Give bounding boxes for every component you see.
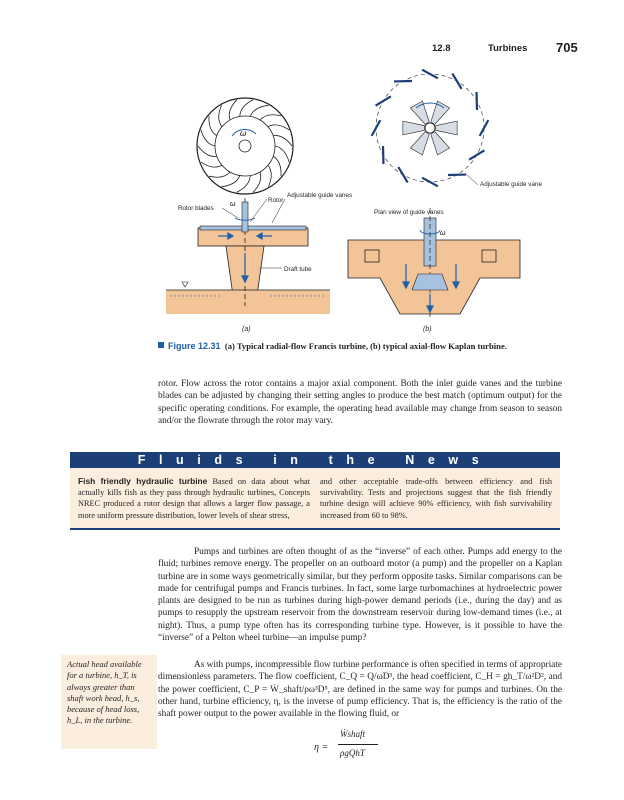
news-title: Fish friendly hydraulic turbine (78, 476, 208, 486)
francis-rotor-blade (268, 125, 289, 130)
francis-rotor-blade (201, 162, 222, 167)
kaplan-rotor-blade (403, 121, 425, 135)
francis-rotor-blade (268, 165, 271, 186)
section-title: Turbines (488, 43, 528, 54)
efficiency-equation (314, 728, 454, 778)
label-part-b: (b) (423, 326, 432, 333)
francis-rotor-blade (273, 156, 281, 176)
francis-rotor-blade (273, 136, 292, 146)
francis-rotor-blade (198, 146, 217, 156)
label-plan-view: Plan view of guide vanes (374, 209, 444, 216)
figure-caption (158, 341, 558, 352)
label-adjustable-guide-vanes: Adjustable guide vanes (287, 192, 353, 199)
guide-vane (452, 74, 461, 89)
paragraph-3: As with pumps, incompressible flow turbine performance is often specified in terms of appropriate dimensionless parameters. The flow coefficient, C_Q = Q/ωD³, the head coefficient, C_H = gh_T/ω²D², and the power coefficient, C_P = Ẇ_shaft/ρω³D⁵, are defined in the same way for pumps and turbines. On the other hand, turbine efficiency, η, is the inverse of pump efficiency. That is, the efficiency is the ratio of the shaft power output to the power available in the flowing fluid, or (158, 660, 562, 720)
kaplan-rotor-blade (431, 132, 450, 155)
fluids-in-the-news-box (70, 468, 560, 530)
francis-rotor-blade (209, 116, 217, 136)
guide-vane (480, 120, 489, 136)
equation-lhs: η = (314, 742, 329, 753)
news-banner-title: Fluids in the News (137, 453, 493, 467)
kaplan-rotor-blade (410, 132, 429, 155)
news-left-text: Based on data about what actually kills fish as they pass through hydraulic turbines, Concepts NREC produced a rotor design that allows a larger flow passage, a more uniform pressure distribution, lower levels of shear stress, (78, 477, 311, 520)
margin-note (61, 655, 157, 749)
label-rotor: Rotor (268, 197, 284, 204)
omega-label-b: ω (440, 230, 446, 237)
kaplan-plan-view (372, 70, 489, 187)
figure-12-31 (160, 58, 560, 338)
turbine-diagram (160, 58, 560, 338)
equation-numerator: Ẇshaft (340, 729, 366, 739)
paragraph-2: Pumps and turbines are often thought of as the “inverse” of each other. Pumps add energy to the fluid; turbines remove energy. The propeller on an outboard motor (a pump) and the propeller on a Kaplan turbine are in some ways geometrically similar, but they perform opposite tasks. Similar comparisons can be made for centrifugal pumps and Francis turbines. In fact, some large turbomachines at hydroelectric power plants are designed to be run as turbines during high-power demand periods (i.e., during the day) and as pumps to resupply the upstream reservoir from the downstream reservoir during low-demand times (i.e., at night). Thus, a pump type often has its corresponding turbine type. However, is it possible to have the “inverse” of a Pelton wheel turbine—an impulse pump? (158, 547, 562, 644)
news-column-right: and other acceptable trade-offs between efficiency and fish survivability. Tests and projections suggest that the fish friendly turbine design will achieve 90% efficiency, with fish survivability increased from 60 to 98%. (320, 477, 552, 520)
fraction-bar (338, 744, 378, 745)
francis-rotor-blade (221, 176, 239, 187)
francis-rotor-blade (209, 172, 230, 177)
fluids-in-the-news-banner (70, 452, 560, 468)
guide-vane (469, 150, 484, 159)
caption-text: (a) Typical radial-flow Francis turbine, (b) typical axial-flow Kaplan turbine. (224, 341, 507, 351)
label-part-a: (a) (242, 326, 251, 333)
francis-rotor-blade (219, 105, 222, 126)
paragraph-1: rotor. Flow across the rotor contains a major axial component. Both the inlet guide vanes and the turbine blades can be adjusted by changing their setting angles to produce the best match (optimum output) for the specific operating conditions. For example, the operating head available may change from season to season and/or the flowrate through the rotor may vary. (158, 379, 562, 426)
guide-vane (398, 167, 407, 182)
kaplan-rotor-blade (431, 101, 450, 124)
label-draft-tube: Draft tube (284, 266, 312, 273)
news-column-left (78, 476, 310, 521)
francis-rotor-blade (229, 100, 237, 120)
francis-side-section (166, 198, 330, 314)
kaplan-rotor-blade (436, 121, 458, 135)
page-number: 705 (556, 40, 578, 55)
francis-rotor-blade (253, 172, 261, 192)
kaplan-rotor-blade (410, 101, 429, 124)
omega-label-a: ω (240, 129, 247, 138)
francis-rotor-blade (260, 115, 281, 120)
caption-marker (158, 342, 164, 348)
caption-label: Figure 12.31 (168, 341, 221, 351)
section-number: 12.8 (432, 43, 451, 54)
omega-label-a2: ω (230, 201, 236, 208)
francis-rotor-blade (250, 105, 268, 116)
label-adjustable-guide-vane: Adjustable guide vane (480, 181, 542, 188)
francis-rotor-plan-view (197, 98, 293, 194)
equation-denominator: ρgQhT (340, 748, 365, 758)
margin-note-text: Actual head available for a turbine, h_T, is always greater than shaft work head, h_s, because of head loss, h_L, in the turbine. (67, 659, 142, 726)
guide-vane (376, 96, 391, 105)
label-rotor-blades: Rotor blades (178, 205, 214, 212)
running-header (0, 40, 624, 56)
kaplan-side-section (348, 208, 520, 320)
